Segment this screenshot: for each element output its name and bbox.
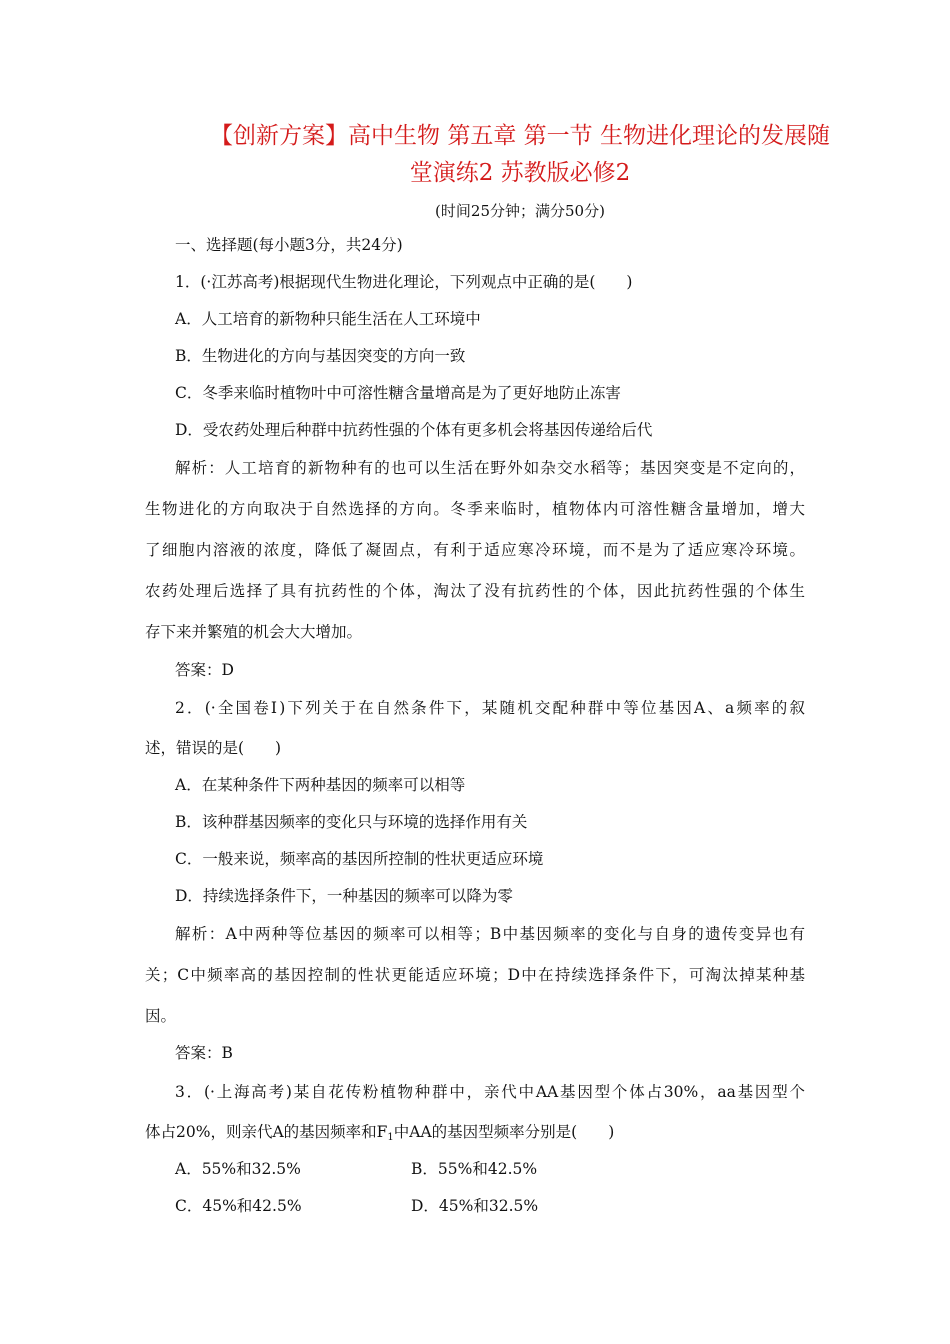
q2-option-a: A．在某种条件下两种基因的频率可以相等 <box>175 776 466 794</box>
q2-analysis-line-3: 因。 <box>145 1007 177 1025</box>
section-heading: 一、选择题(每小题3分，共24分) <box>175 236 403 254</box>
q1-option-a: A．人工培育的新物种只能生活在人工环境中 <box>175 310 481 328</box>
document-title-line-2: 堂演练2 苏教版必修2 <box>409 160 631 186</box>
q3-subscript: 1 <box>387 1132 394 1143</box>
q1-analysis-line-4: 农药处理后选择了具有抗药性的个体，淘汰了没有抗药性的个体，因此抗药性强的个体生 <box>145 582 805 600</box>
q3-option-b: B．55%和42.5% <box>411 1160 538 1178</box>
q2-option-c: C．一般来说，频率高的基因所控制的性状更适应环境 <box>175 850 544 868</box>
q1-analysis-line-2: 生物进化的方向取决于自然选择的方向。冬季来临时，植物体内可溶性糖含量增加，增大 <box>145 500 805 518</box>
q1-answer: 答案：D <box>175 661 234 679</box>
q2-option-b: B．该种群基因频率的变化只与环境的选择作用有关 <box>175 813 528 831</box>
q3-stem-line-2 <box>145 1120 614 1150</box>
q2-option-d: D．持续选择条件下，一种基因的频率可以降为零 <box>175 887 513 905</box>
q1-analysis-line-5: 存下来并繁殖的机会大大增加。 <box>145 623 363 641</box>
q2-answer: 答案：B <box>175 1044 233 1062</box>
q3-stem-line-2-part-b: 中AA的基因型频率分别是( ) <box>393 1123 615 1141</box>
q2-analysis-line-2: 关；C中频率高的基因控制的性状更能适应环境；D中在持续选择条件下，可淘汰掉某种基 <box>145 966 805 984</box>
q1-option-b: B．生物进化的方向与基因突变的方向一致 <box>175 347 466 365</box>
document-title-line-1: 【创新方案】高中生物 第五章 第一节 生物进化理论的发展随 <box>210 123 830 149</box>
time-score-note: (时间25分钟；满分50分) <box>435 202 605 220</box>
q3-option-d: D．45%和32.5% <box>411 1197 539 1215</box>
q2-analysis-line-1: 解析：A中两种等位基因的频率可以相等；B中基因频率的变化与自身的遗传变异也有 <box>175 925 805 943</box>
q2-stem-line-1: 2．(·全国卷Ⅰ)下列关于在自然条件下，某随机交配种群中等位基因A、a频率的叙 <box>175 699 805 717</box>
q3-option-c: C．45%和42.5% <box>175 1197 302 1215</box>
q1-option-c: C．冬季来临时植物叶中可溶性糖含量增高是为了更好地防止冻害 <box>175 384 621 402</box>
q3-stem-line-1: 3．(·上海高考)某自花传粉植物种群中，亲代中AA基因型个体占30%，aa基因型个 <box>175 1083 805 1101</box>
q1-analysis-line-3: 了细胞内溶液的浓度，降低了凝固点，有利于适应寒冷环境，而不是为了适应寒冷环境。 <box>145 541 805 559</box>
q1-stem: 1．(·江苏高考)根据现代生物进化理论，下列观点中正确的是( ) <box>175 273 633 291</box>
q2-stem-line-2: 述，错误的是( ) <box>145 739 282 757</box>
q3-stem-line-2-part-a: 体占20%，则亲代A的基因频率和F <box>145 1123 388 1141</box>
q1-option-d: D．受农药处理后种群中抗药性强的个体有更多机会将基因传递给后代 <box>175 421 653 439</box>
q3-option-a: A．55%和32.5% <box>175 1160 301 1178</box>
q1-analysis-line-1: 解析：人工培育的新物种有的也可以生活在野外如杂交水稻等；基因突变是不定向的， <box>175 459 805 477</box>
